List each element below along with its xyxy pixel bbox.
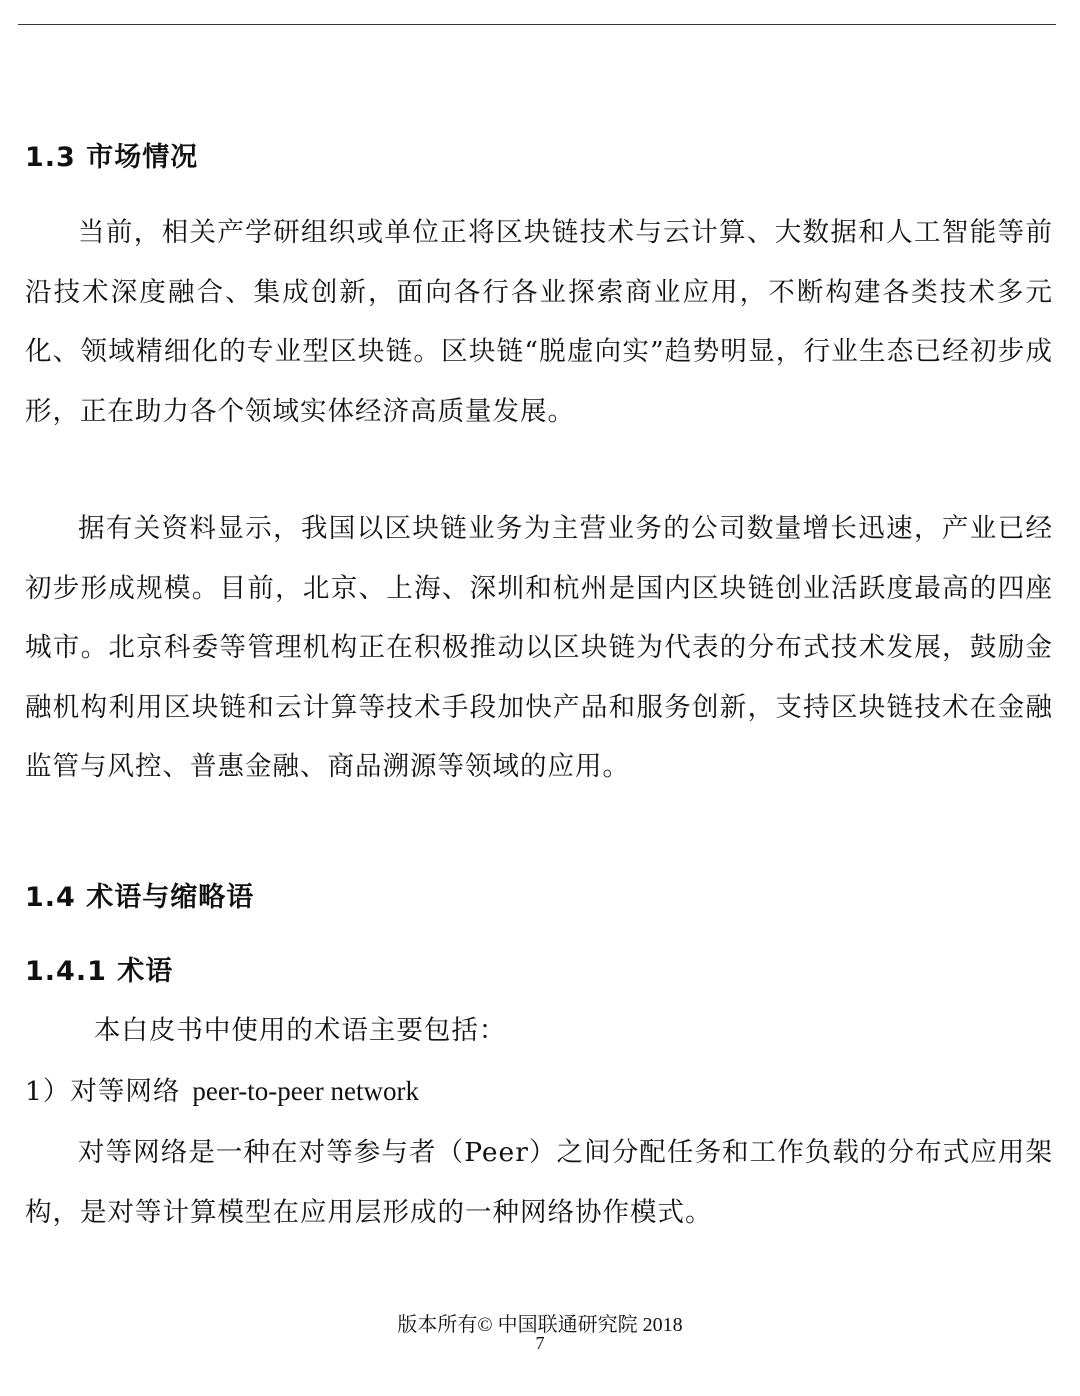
footer-copyright: 版本所有© 中国联通研究院 2018 xyxy=(397,1314,683,1336)
term-1-title xyxy=(25,1071,1053,1112)
heading-1-4: 1.4 术语与缩略语 xyxy=(25,882,255,913)
paragraph-market-1: 当前，相关产学研组织或单位正将区块链技术与云计算、大数据和人工智能等前沿技术深度融合、集成创新，面向各行各业探索商业应用，不断构建各类技术多元化、领域精细化的专业型区块链。区块链“脱虚向实”趋势明显，行业生态已经初步成形，正在助力各个领域实体经济高质量发展。 xyxy=(25,217,1053,427)
term-1-label: 1）对等网络 xyxy=(25,1076,181,1107)
terms-intro: 本白皮书中使用的术语主要包括： xyxy=(93,1015,507,1046)
header-rule xyxy=(18,24,1056,25)
paragraph-market-2: 据有关资料显示，我国以区块链业务为主营业务的公司数量增长迅速，产业已经初步形成规模。目前，北京、上海、深圳和杭州是国内区块链创业活跃度最高的四座城市。北京科委等管理机构正在积极推动以区块链为代表的分布式技术发展，鼓励金融机构利用区块链和云计算等技术手段加快产品和服务创新，支持区块链技术在金融监管与风控、普惠金融、商品溯源等领域的应用。 xyxy=(25,513,1053,783)
heading-1-4-1: 1.4.1 术语 xyxy=(25,956,174,987)
footer-page-number: 7 xyxy=(535,1333,545,1353)
term-1-definition: 对等网络是一种在对等参与者（Peer）之间分配任务和工作负载的分布式应用架构，是对等计算模型在应用层形成的一种网络协作模式。 xyxy=(25,1137,1053,1228)
term-1-english: peer-to-peer network xyxy=(192,1076,419,1106)
heading-1-3: 1.3 市场情况 xyxy=(25,142,199,173)
